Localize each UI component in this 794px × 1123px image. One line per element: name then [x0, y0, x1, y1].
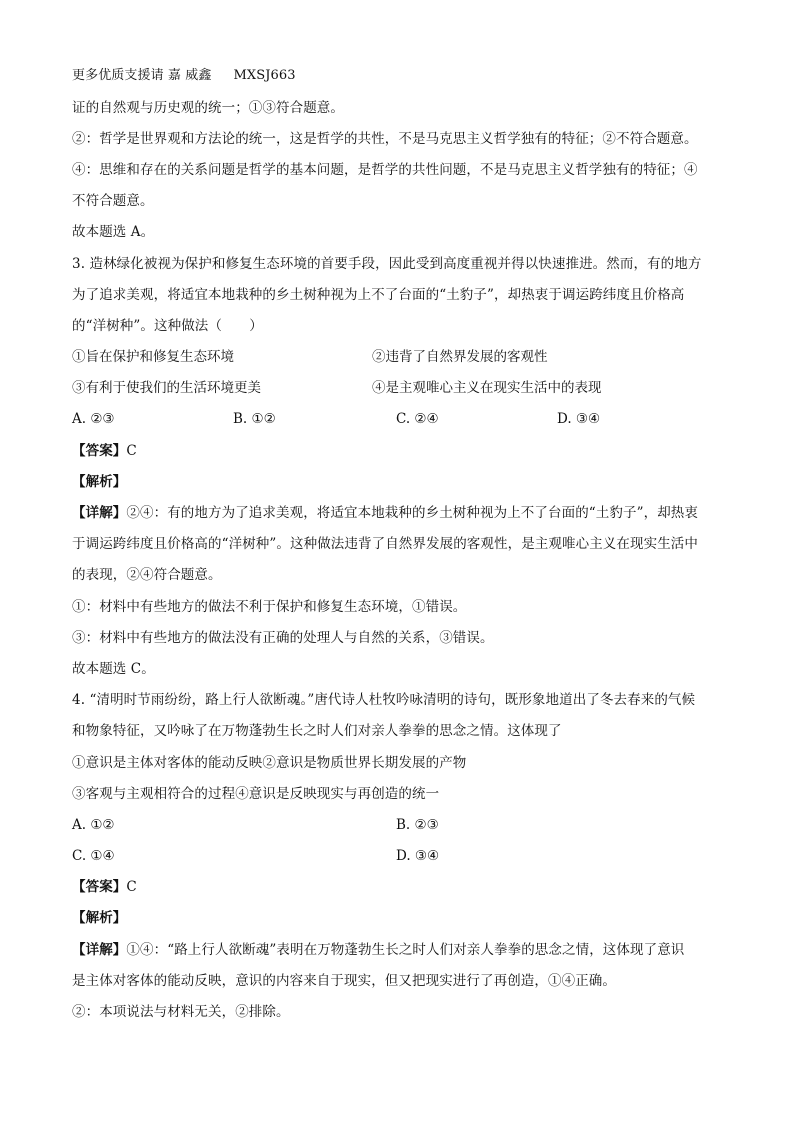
header-code: MXSJ663 — [233, 68, 296, 83]
q2-conclusion: 故本题选 A。 — [72, 224, 155, 240]
q4-explanation-line: ②：本项说法与材料无关，②排除。 — [72, 1004, 290, 1020]
detail-tag: 【详解】 — [72, 942, 127, 958]
q2-explanation-line: ④：思维和存在的关系问题是哲学的基本问题，是哲学的共性问题，不是马克思主义哲学独有的特征；④ — [72, 162, 698, 178]
page-header — [72, 66, 296, 86]
q4-analysis-tag: 【解析】 — [72, 910, 127, 926]
q3-option-d: D. ③④ — [557, 411, 601, 427]
answer-value: C — [126, 879, 137, 895]
q3-statement-4: ④是主观唯心主义在现实生活中的表现 — [372, 380, 602, 396]
q3-conclusion: 故本题选 C。 — [72, 661, 155, 677]
q4-explanation-line: 是主体对客体的能动反映，意识的内容来自于现实，但又把现实进行了再创造，①④正确。 — [72, 973, 616, 989]
q3-answer — [72, 441, 137, 461]
q3-explanation-line: 于调运跨纬度且价格高的“洋树种”。这种做法违背了自然界发展的客观性，是主观唯心主义在现实生活中 — [72, 536, 699, 552]
q2-explanation-line: ②：哲学是世界观和方法论的统一，这是哲学的共性，不是马克思主义哲学独有的特征；②不符合题意。 — [72, 131, 698, 147]
q2-explanation-line: 证的自然观与历史观的统一；①③符合题意。 — [72, 100, 344, 116]
q3-statement-3: ③有利于使我们的生活环境更美 — [72, 380, 261, 396]
q3-explanation-line: 的表现，②④符合题意。 — [72, 567, 222, 583]
answer-value: C — [126, 443, 137, 459]
q4-stem-line: 4. “清明时节雨纷纷，路上行人欲断魂。”唐代诗人杜牧吟咏清明的诗句，既形象地道出了冬去春来的气候 — [72, 692, 696, 708]
q3-option-a: A. ②③ — [72, 411, 115, 427]
q4-option-a: A. ①② — [72, 817, 115, 833]
q3-option-c: C. ②④ — [396, 411, 439, 427]
q4-statements-3-4: ③客观与主观相符合的过程④意识是反映现实与再创造的统一 — [72, 786, 440, 802]
q4-stem-line: 和物象特征，又吟咏了在万物蓬勃生长之时人们对亲人拳拳的思念之情。这体现了 — [72, 723, 562, 739]
header-text: 更多优质支援请 嘉 威鑫 — [72, 68, 212, 83]
answer-tag: 【答案】 — [72, 879, 127, 895]
answer-tag: 【答案】 — [72, 443, 127, 459]
q3-option-b: B. ①② — [233, 411, 276, 427]
q4-option-c: C. ①④ — [72, 848, 115, 864]
q3-statement-1: ①旨在保护和修复生态环境 — [72, 349, 234, 365]
q3-explanation-line: ①：材料中有些地方的做法不利于保护和修复生态环境，①错误。 — [72, 599, 467, 615]
q4-statements-1-2: ①意识是主体对客体的能动反映②意识是物质世界长期发展的产物 — [72, 755, 467, 771]
q4-answer — [72, 877, 137, 897]
q3-explanation-text: ②④：有的地方为了追求美观，将适宜本地栽种的乡土树种视为上不了台面的“土豹子”，却热衷 — [126, 505, 699, 521]
q3-analysis-tag: 【解析】 — [72, 474, 127, 490]
q3-explanation-line — [72, 503, 698, 523]
q3-statement-2: ②违背了自然界发展的客观性 — [372, 349, 548, 365]
q2-explanation-line: 不符合题意。 — [72, 193, 154, 209]
q3-stem-line: 3. 造林绿化被视为保护和修复生态环境的首要手段，因此受到高度重视并得以快速推进。然而，有的地方 — [72, 256, 702, 272]
q4-option-d: D. ③④ — [396, 848, 440, 864]
q3-stem-line: 的“洋树种”。这种做法（ ） — [72, 318, 263, 334]
q4-explanation-text: ①④：“路上行人欲断魂”表明在万物蓬勃生长之时人们对亲人拳拳的思念之情，这体现了意识 — [126, 942, 685, 958]
q3-stem-line: 为了追求美观，将适宜本地栽种的乡土树种视为上不了台面的“土豹子”，却热衷于调运跨纬度且价格高 — [72, 287, 685, 303]
detail-tag: 【详解】 — [72, 505, 127, 521]
q3-explanation-line: ③：材料中有些地方的做法没有正确的处理人与自然的关系，③错误。 — [72, 630, 494, 646]
q4-explanation-line — [72, 940, 684, 960]
q4-option-b: B. ②③ — [396, 817, 439, 833]
